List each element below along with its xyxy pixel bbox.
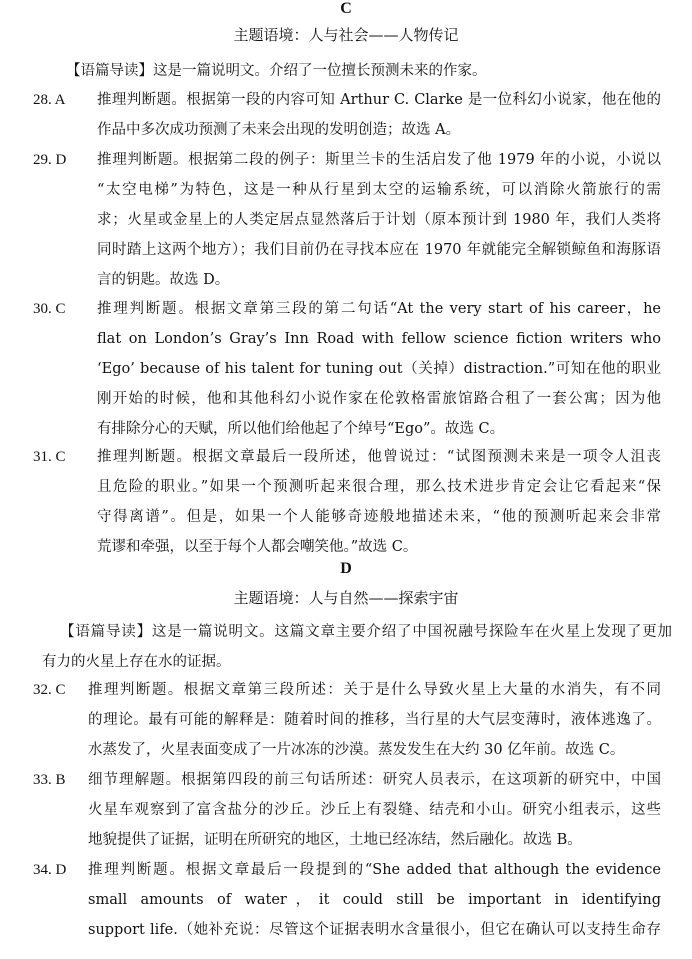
explanation-line: flat on London’s Gray’s Inn Road with fellow science fiction writers who (97, 331, 661, 347)
explanation-line: 火星车观察到了富含盐分的沙丘。沙丘上有裂缝、结壳和小山。研究小组表示，这些 (88, 802, 661, 818)
explanation-line: support life.（她补充说：尽管这个证据表明水含量很小，但它在确认可以支持生命存 (88, 922, 661, 938)
section-letter: D (340, 560, 352, 577)
explanation-line: 同时踏上这两个地方）；我们目前仍在寻找本应在 1970 年就能完全解锁鲸鱼和海豚语 (97, 242, 661, 258)
explanation-line: 守得离谱”。但是，如果一个人能够奇迹般地描述未来，“他的预测听起来会非常 (97, 509, 661, 525)
answer-number: 28. A (33, 92, 66, 108)
explanation-line: 刚开始的时候，他和其他科幻小说作家在伦敦格雷旅馆路合租了一套公寓；因为他 (97, 391, 661, 407)
explanation-line: 有排除分心的天赋，所以他们给他起了个绰号“Ego”。故选 C。 (97, 421, 505, 437)
explanation-line: 推理判断题。根据文章第三段所述：关于是什么导致火星上大量的水消失，有不同 (88, 682, 661, 698)
explanation-line: “太空电梯”为特色，这是一种从行星到太空的运输系统，可以消除火箭旅行的需 (97, 182, 661, 198)
answer-number: 30. C (33, 301, 66, 317)
explanation-line: 且危险的职业。”如果一个预测听起来很合理，那么技术进步肯定会让它看起来“保 (97, 479, 661, 495)
reading-guide: 【语篇导读】这是一篇说明文。这篇文章主要介绍了中国祝融号探险车在火星上发现了更加 (60, 624, 672, 640)
answer-number: 32. C (33, 682, 66, 698)
reading-guide: 【语篇导读】这是一篇说明文。介绍了一位擅长预测未来的作家。 (66, 63, 487, 79)
explanation-line: 细节理解题。根据第四段的前三句话所述：研究人员表示，在这项新的研究中，中国 (88, 772, 661, 788)
explanation-line: ‘Ego’ because of his talent for tuning out（关掉）distraction.”可知在他的职业 (97, 361, 661, 377)
explanation-line: 求；火星或金星上的人类定居点显然落后于计划（原本预计到 1980 年，我们人类将 (97, 212, 661, 228)
explanation-line: 荒谬和牵强，以至于每个人都会嘲笑他。”故选 C。 (97, 539, 418, 555)
answer-number: 33. B (33, 772, 66, 788)
explanation-line: 的理论。最有可能的解释是：随着时间的推移，当行星的大气层变薄时，液体逃逸了。 (88, 712, 661, 728)
answer-number: 29. D (33, 152, 67, 168)
explanation-line: 推理判断题。根据文章最后一段所述，他曾说过：“试图预测未来是一项令人沮丧 (97, 449, 661, 465)
explanation-line: 推理判断题。根据文章第三段的第二句话“At the very start of his career，he (97, 301, 661, 317)
section-letter: C (340, 0, 352, 17)
explanation-line: 推理判断题。根据第二段的例子：斯里兰卡的生活启发了他 1979 年的小说，小说以 (97, 152, 661, 168)
explanation-line: 作品中多次成功预测了未来会出现的发明创造；故选 A。 (97, 122, 461, 138)
explanation-line: 推理判断题。根据文章最后一段提到的“She added that although the evidence (88, 862, 661, 878)
answer-number: 34. D (33, 862, 67, 878)
explanation-line: 水蒸发了，火星表面变成了一片冰冻的沙漠。蒸发发生在大约 30 亿年前。故选 C。 (88, 742, 625, 758)
explanation-line: 推理判断题。根据第一段的内容可知 Arthur C. Clarke 是一位科幻小说家，他在他的 (97, 92, 661, 108)
section-theme: 主题语境：人与社会——人物传记 (233, 26, 459, 44)
reading-guide: 有力的火星上存在水的证据。 (42, 654, 231, 670)
section-theme: 主题语境：人与自然——探索宇宙 (233, 589, 459, 607)
explanation-line: small amounts of water，it could still be important in identifying (88, 892, 661, 908)
answer-number: 31. C (33, 449, 66, 465)
explanation-line: 地貌提供了证据，证明在所研究的地区，土地已经冻结，然后融化。故选 B。 (88, 832, 582, 848)
explanation-line: 言的钥匙。故选 D。 (97, 272, 230, 288)
